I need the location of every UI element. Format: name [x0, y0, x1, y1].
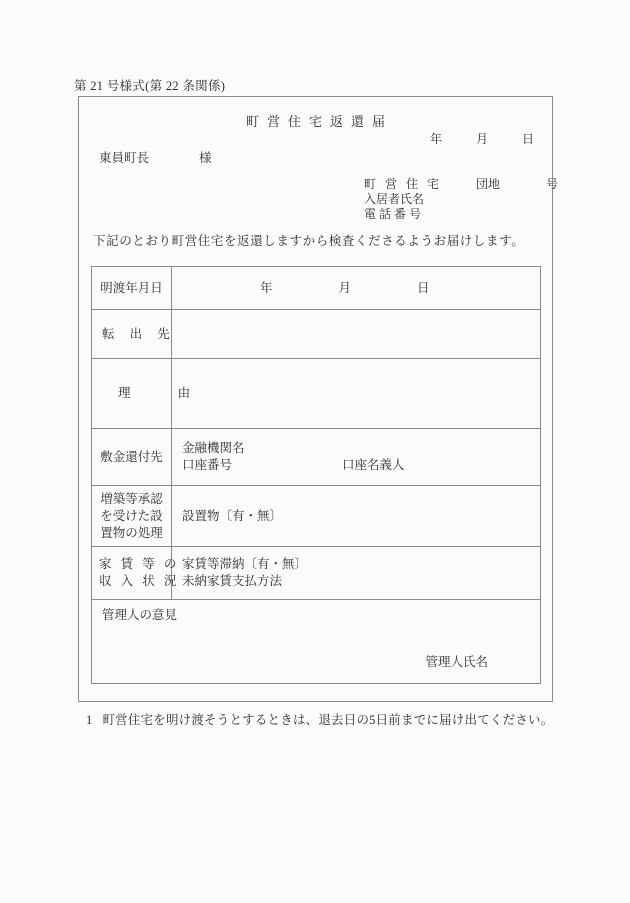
document-title: 町営住宅返還届	[245, 114, 393, 129]
unit-number-label: 号	[546, 177, 559, 191]
resident-name-label: 入居者氏名	[364, 192, 425, 206]
addressee-line	[99, 148, 212, 166]
row-value-installations[interactable]	[172, 486, 541, 547]
label-text: 敷金還付先	[100, 449, 163, 464]
rent-arrears-label: 家賃等滞納〔有・無〕	[182, 557, 308, 571]
table-row	[92, 547, 541, 600]
label-text: 家 賃 等 の	[99, 557, 180, 571]
housing-label: 町 営 住 宅	[364, 177, 443, 191]
row-label-destination	[92, 310, 176, 359]
account-number-label: 口座番号	[182, 458, 233, 472]
date-day-label: 日	[521, 132, 534, 146]
table-row	[92, 429, 541, 486]
row-label-move-out-date	[92, 267, 172, 310]
row-value-destination[interactable]	[172, 310, 541, 359]
manager-opinion-label: 管理人の意見	[102, 608, 178, 622]
applicant-housing-row	[364, 177, 558, 192]
label-text: 転 出 先	[102, 326, 176, 341]
applicant-block	[364, 177, 558, 222]
label-text: 増築等承認	[100, 491, 163, 506]
account-line	[182, 457, 530, 474]
move-out-year-label: 年	[260, 280, 273, 295]
row-label-rent-status	[92, 547, 180, 600]
table-row	[92, 359, 541, 429]
move-out-month-label: 月	[338, 280, 352, 295]
row-value-reason[interactable]	[172, 359, 541, 429]
phone-number-label: 電 話 番 号	[364, 207, 422, 221]
row-manager-opinion[interactable]	[92, 600, 541, 684]
move-out-day-label: 日	[417, 280, 430, 295]
row-label-deposit-refund	[92, 429, 172, 486]
label-text: 理 由	[118, 386, 213, 400]
form-table	[91, 266, 541, 684]
footnote-text: 町営住宅を明け渡そうとするときは、退去日の5日前までに届け出てください。	[102, 713, 554, 727]
table-row	[92, 267, 541, 310]
row-value-deposit-refund[interactable]	[172, 429, 541, 486]
date-year-label: 年	[429, 132, 442, 146]
addressee-honorific: 様	[199, 151, 212, 165]
table-row	[92, 310, 541, 359]
addressee-name: 東員町長	[99, 151, 150, 165]
label-text: 明渡年月日	[100, 280, 163, 295]
footnote	[86, 710, 553, 728]
row-label-installations	[92, 486, 172, 547]
form-sheet	[78, 96, 559, 702]
form-number: 第 21 号様式(第 22 条関係)	[74, 79, 226, 93]
unpaid-rent-method-label: 未納家賃支払方法	[182, 574, 283, 588]
table-row	[92, 486, 541, 547]
label-text: を受けた設	[100, 508, 163, 523]
submission-date-line	[430, 130, 534, 147]
table-row	[92, 600, 541, 684]
label-text: 収 入 状 況	[99, 574, 180, 588]
date-month-label: 月	[475, 132, 488, 146]
danchi-label: 団地	[476, 177, 501, 191]
bank-name-label: 金融機関名	[182, 441, 245, 455]
installation-presence-label: 設置物〔有・無〕	[182, 508, 283, 523]
row-value-rent-status[interactable]	[172, 547, 541, 600]
date-input-line	[182, 281, 430, 295]
account-holder-label: 口座名義人	[342, 458, 405, 472]
statement-text: 下記のとおり町営住宅を返還しますから検査くださるようお届けします。	[93, 234, 525, 248]
footnote-number: 1	[86, 713, 93, 727]
row-value-move-out-date[interactable]	[172, 267, 541, 310]
label-text: 置物の処理	[100, 525, 163, 540]
row-label-reason	[92, 359, 213, 429]
manager-signature-label: 管理人氏名	[425, 655, 488, 669]
